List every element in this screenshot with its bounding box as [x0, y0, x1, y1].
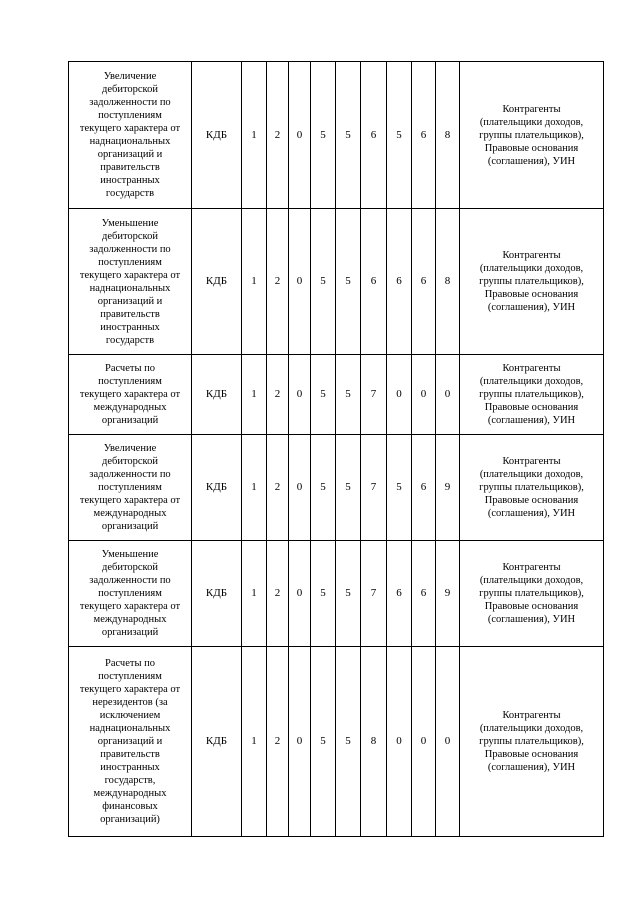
accounts-table — [68, 61, 604, 837]
digit-cell: 0 — [289, 541, 311, 647]
table-row — [69, 647, 604, 837]
digit-cell: 1 — [242, 209, 267, 355]
analytics-cell: Контрагенты (плательщики доходов, группы плательщиков), Правовые основания (соглашения), УИН — [460, 209, 604, 355]
budget-code-cell: КДБ — [192, 355, 242, 435]
digit-cell: 6 — [387, 541, 412, 647]
digit-cell: 6 — [387, 209, 412, 355]
digit-cell: 5 — [311, 435, 336, 541]
digit-cell: 5 — [311, 62, 336, 209]
digit-cell: 5 — [336, 209, 361, 355]
digit-cell: 9 — [436, 435, 460, 541]
table-row — [69, 209, 604, 355]
digit-cell: 0 — [289, 435, 311, 541]
budget-code-cell: КДБ — [192, 435, 242, 541]
account-name-cell: Уменьшение дебиторской задолженности по поступлениям текущего характера от наднациональных организаций и правительств иностранных государств — [69, 209, 192, 355]
budget-code-cell: КДБ — [192, 647, 242, 837]
account-name-cell: Увеличение дебиторской задолженности по поступлениям текущего характера от международных организаций — [69, 435, 192, 541]
account-name-cell: Расчеты по поступлениям текущего характера от международных организаций — [69, 355, 192, 435]
digit-cell: 6 — [412, 209, 436, 355]
digit-cell: 1 — [242, 541, 267, 647]
digit-cell: 0 — [387, 647, 412, 837]
digit-cell: 5 — [387, 435, 412, 541]
digit-cell: 0 — [436, 355, 460, 435]
digit-cell: 8 — [361, 647, 387, 837]
budget-code-cell: КДБ — [192, 209, 242, 355]
analytics-cell: Контрагенты (плательщики доходов, группы плательщиков), Правовые основания (соглашения), УИН — [460, 435, 604, 541]
digit-cell: 0 — [289, 209, 311, 355]
analytics-cell: Контрагенты (плательщики доходов, группы плательщиков), Правовые основания (соглашения), УИН — [460, 355, 604, 435]
digit-cell: 6 — [412, 62, 436, 209]
digit-cell: 5 — [311, 541, 336, 647]
digit-cell: 0 — [412, 647, 436, 837]
table-row — [69, 541, 604, 647]
digit-cell: 1 — [242, 355, 267, 435]
digit-cell: 0 — [387, 355, 412, 435]
digit-cell: 2 — [267, 541, 289, 647]
digit-cell: 1 — [242, 435, 267, 541]
digit-cell: 2 — [267, 62, 289, 209]
analytics-cell: Контрагенты (плательщики доходов, группы плательщиков), Правовые основания (соглашения), УИН — [460, 541, 604, 647]
digit-cell: 0 — [289, 647, 311, 837]
account-name-cell: Расчеты по поступлениям текущего характера от нерезидентов (за исключением наднациональных организаций и правительств иностранных государств, международных финансовых организаций) — [69, 647, 192, 837]
budget-code-cell: КДБ — [192, 62, 242, 209]
digit-cell: 8 — [436, 62, 460, 209]
digit-cell: 2 — [267, 355, 289, 435]
digit-cell: 6 — [361, 62, 387, 209]
account-name-cell: Уменьшение дебиторской задолженности по поступлениям текущего характера от международных организаций — [69, 541, 192, 647]
digit-cell: 0 — [436, 647, 460, 837]
digit-cell: 7 — [361, 541, 387, 647]
analytics-cell: Контрагенты (плательщики доходов, группы плательщиков), Правовые основания (соглашения), УИН — [460, 62, 604, 209]
digit-cell: 2 — [267, 209, 289, 355]
digit-cell: 0 — [289, 355, 311, 435]
digit-cell: 5 — [311, 647, 336, 837]
digit-cell: 1 — [242, 647, 267, 837]
digit-cell: 6 — [412, 541, 436, 647]
digit-cell: 5 — [387, 62, 412, 209]
table-row — [69, 435, 604, 541]
digit-cell: 7 — [361, 355, 387, 435]
digit-cell: 5 — [336, 355, 361, 435]
digit-cell: 5 — [336, 647, 361, 837]
digit-cell: 1 — [242, 62, 267, 209]
digit-cell: 5 — [311, 209, 336, 355]
account-name-cell: Увеличение дебиторской задолженности по поступлениям текущего характера от наднациональных организаций и правительств иностранных государств — [69, 62, 192, 209]
digit-cell: 5 — [336, 435, 361, 541]
analytics-cell: Контрагенты (плательщики доходов, группы плательщиков), Правовые основания (соглашения), УИН — [460, 647, 604, 837]
digit-cell: 5 — [311, 355, 336, 435]
digit-cell: 8 — [436, 209, 460, 355]
digit-cell: 0 — [412, 355, 436, 435]
digit-cell: 5 — [336, 62, 361, 209]
digit-cell: 6 — [361, 209, 387, 355]
digit-cell: 7 — [361, 435, 387, 541]
digit-cell: 9 — [436, 541, 460, 647]
digit-cell: 5 — [336, 541, 361, 647]
digit-cell: 2 — [267, 647, 289, 837]
digit-cell: 0 — [289, 62, 311, 209]
digit-cell: 6 — [412, 435, 436, 541]
table-row — [69, 62, 604, 209]
budget-code-cell: КДБ — [192, 541, 242, 647]
table-row — [69, 355, 604, 435]
digit-cell: 2 — [267, 435, 289, 541]
